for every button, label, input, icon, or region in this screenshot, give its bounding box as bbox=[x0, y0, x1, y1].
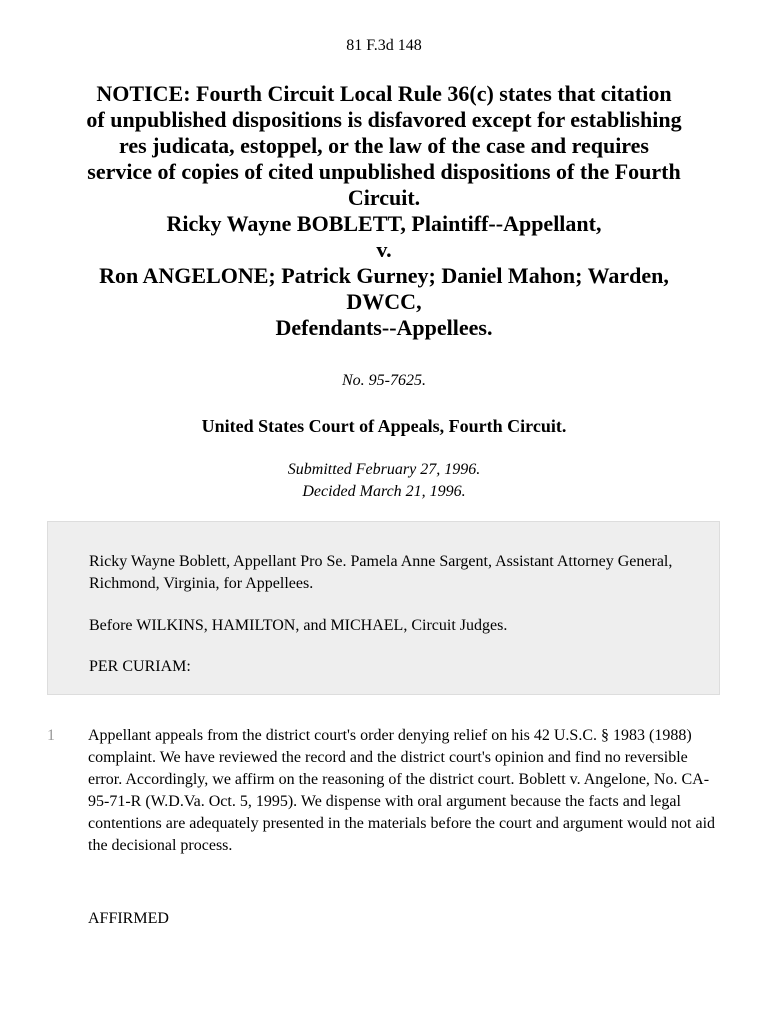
court-name: United States Court of Appeals, Fourth Circuit. bbox=[201, 416, 567, 436]
decided-date: Decided March 21, 1996. bbox=[302, 483, 466, 500]
opinion-paragraph: Appellant appeals from the district court's order denying relief on his 42 U.S.C. § 1983 (1988) complaint. We have reviewed the record and the district court's opinion and find no reversible error. Accordingly, we affirm on the reasoning of the district court. Boblett v. Angelone, No. CA-95-71-R (W.D.Va. Oct. 5, 1995). We dispense with oral argument because the facts and legal contentions are adequately presented in the materials before the court and argument would not aid the decisional process. bbox=[88, 727, 716, 854]
notice-line: res judicata, estoppel, or the law of the case and requires bbox=[118, 133, 649, 158]
case-citation: 81 F.3d 148 bbox=[346, 37, 422, 54]
case-dates bbox=[0, 459, 768, 503]
judges-panel: Before WILKINS, HAMILTON, and MICHAEL, Circuit Judges. bbox=[89, 617, 508, 634]
notice-line: Circuit. bbox=[347, 185, 421, 210]
notice-line: service of copies of cited unpublished dispositions of the Fourth bbox=[87, 159, 681, 184]
notice-line: NOTICE: Fourth Circuit Local Rule 36(c) states that citation bbox=[96, 81, 672, 106]
case-heading bbox=[40, 81, 728, 341]
notice-line: of unpublished dispositions is disfavored except for establishing bbox=[86, 107, 682, 132]
defendants-line: Ron ANGELONE; Patrick Gurney; Daniel Mahon; Warden, bbox=[99, 263, 669, 288]
counsel-statement: Ricky Wayne Boblett, Appellant Pro Se. Pamela Anne Sargent, Assistant Attorney General, Richmond, Virginia, for Appellees. bbox=[89, 553, 673, 592]
preamble-box bbox=[47, 521, 720, 695]
plaintiff-line: Ricky Wayne BOBLETT, Plaintiff--Appellant, bbox=[166, 211, 602, 236]
disposition: AFFIRMED bbox=[88, 910, 169, 927]
per-curiam-label: PER CURIAM: bbox=[89, 658, 191, 675]
paragraph-number: 1 bbox=[47, 727, 55, 744]
versus-line: v. bbox=[376, 237, 392, 262]
docket-number: No. 95-7625. bbox=[342, 372, 426, 389]
defendants-line: DWCC, bbox=[346, 289, 422, 314]
submitted-date: Submitted February 27, 1996. bbox=[287, 461, 481, 478]
defendants-role: Defendants--Appellees. bbox=[275, 315, 493, 340]
